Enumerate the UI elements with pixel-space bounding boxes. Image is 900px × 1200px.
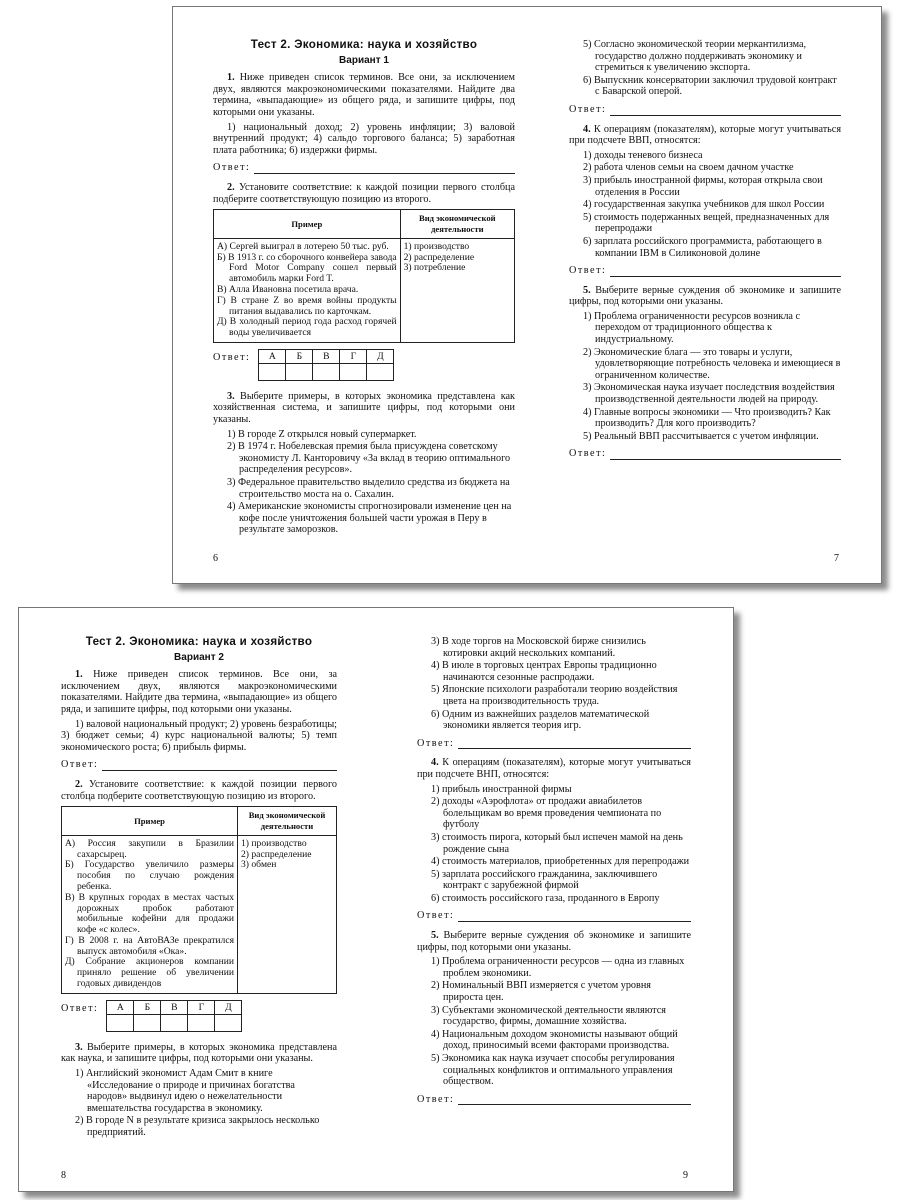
answer-blank[interactable]: [458, 912, 691, 922]
list-item: 3) Федеральное правительство выделило средства из бюджета на строительство моста на о. Сахалин.: [227, 477, 510, 500]
list-item: 4) государственная закупка учебников для школ России: [583, 199, 825, 211]
question-3-list-continued: [417, 636, 691, 732]
grid-answer-cell[interactable]: [313, 363, 340, 380]
question-number: 5.: [431, 930, 439, 942]
answer-line: [417, 1094, 691, 1106]
example-item: А) Россия закупили в Бразилии сахарсырец.: [65, 837, 234, 860]
question-4-list: [569, 150, 841, 259]
page-number-right: 7: [834, 553, 839, 564]
question-5-list: [417, 956, 691, 1088]
question-2: [61, 779, 337, 802]
list-item: 3) прибыль иностранной фирмы, которая открыла свои отделения в России: [583, 174, 823, 198]
page-6-column: [213, 39, 515, 540]
list-item: 6) стоимость российского газа, проданного в Европу: [431, 892, 660, 904]
answer-label: Ответ:: [569, 265, 607, 277]
grid-answer-cell[interactable]: [188, 1014, 215, 1031]
question-1: [213, 72, 515, 118]
variant-heading: Вариант 1: [339, 54, 389, 66]
question-4: [417, 757, 691, 780]
grid-letter: А: [107, 1000, 134, 1014]
list-item: 5) зарплата российского гражданина, заключившего контракт с зарубежной фирмой: [431, 868, 658, 892]
example-item: В) Алла Ивановна посетила врача.: [217, 283, 359, 295]
list-item: 1) Английский экономист Адам Смит в книге «Исследование о природе и причинах богатства народов» выдвинул идею о нежелательности вмешательства государства в экономику.: [75, 1068, 295, 1114]
page-8-column: [61, 636, 337, 1143]
question-2: [213, 182, 515, 205]
book-spread-variant-1: [172, 6, 882, 584]
list-item: 2) В городе N в результате кризиса закрылось несколько предприятий.: [75, 1115, 320, 1139]
question-number: 5.: [583, 284, 591, 296]
activity-type-item: 3) потребление: [403, 262, 466, 274]
answer-blank[interactable]: [458, 1095, 691, 1105]
list-item: 2) В 1974 г. Нобелевская премия была присуждена советскому экономисту Л. Канторовичу «За вклад в теорию оптимального распределения ресурсов».: [227, 441, 511, 476]
book-spread-variant-2: [18, 607, 734, 1192]
answer-blank[interactable]: [610, 106, 841, 116]
question-5: [417, 930, 691, 953]
question-text: К операциям (показателям), которые могут учитываться при подсчете ВВП, относятся:: [569, 123, 842, 147]
activity-type-item: 1) производство: [241, 837, 307, 849]
answer-label: Ответ:: [569, 103, 607, 115]
answer-grid: [61, 1000, 337, 1032]
list-item: 6) зарплата российского программиста, работающего в компании IBM в Силиконовой долине: [583, 235, 822, 259]
activity-type-item: 1) производство: [403, 240, 470, 252]
variant-heading: Вариант 2: [174, 651, 224, 663]
question-4-list: [417, 784, 691, 905]
example-item: Б) В 1913 г. со сборочного конвейера завода Ford Motor Company сошел первый автомобиль марки Ford T.: [217, 251, 397, 285]
test-title: Тест 2. Экономика: наука и хозяйство: [85, 635, 313, 648]
answer-label: Ответ:: [569, 448, 607, 460]
list-item: 4) Национальным доходом экономисты называют общий доход, приносимый всеми факторами производства.: [431, 1028, 678, 1052]
question-text: Выберите примеры, в которых экономика представлена как хозяйственная система, и запишите цифры, под которыми они указаны.: [213, 390, 515, 426]
list-item: 5) Согласно экономической теории меркантилизма, государство должно поддерживать экономику и стремиться к увеличению экспорта.: [583, 39, 807, 74]
matching-table: [61, 806, 337, 994]
grid-answer-cell[interactable]: [134, 1014, 161, 1031]
question-number: 2.: [227, 181, 235, 193]
grid-answer-cell[interactable]: [107, 1014, 134, 1031]
question-number: 1.: [227, 72, 235, 84]
answer-grid: [213, 349, 515, 381]
question-number: 3.: [227, 390, 235, 402]
example-item: Г) В 2008 г. на АвтоВАЗе прекратился выпуск автомобиля «Ока».: [65, 934, 234, 957]
example-item: Д) Собрание акционеров компании приняло решение об увеличении годовых дивидендов: [65, 956, 234, 990]
list-item: 2) работа членов семьи на своем дачном участке: [583, 162, 794, 174]
page-number-left: 8: [61, 1170, 66, 1181]
question-text: Установите соответствие: к каждой позиции первого столбца подберите соответствующую позицию из второго.: [213, 181, 515, 205]
example-item: Б) Государство увеличило размеры пособия по случаю рождения ребенка.: [65, 859, 234, 892]
examples-cell: [214, 238, 401, 342]
grid-answer-cell[interactable]: [340, 363, 367, 380]
test-title: Тест 2. Экономика: наука и хозяйство: [250, 38, 478, 51]
list-item: 3) Экономическая наука изучает последствия воздействия производственной деятельности людей на природу.: [583, 382, 835, 406]
answer-line: [569, 448, 841, 460]
activity-type-item: 3) обмен: [241, 859, 277, 871]
answer-label: Ответ:: [417, 737, 455, 749]
question-number: 4.: [431, 757, 439, 769]
question-text: Выберите примеры, в которых экономика представлена как наука, и запишите цифры, под которыми они указаны.: [61, 1041, 338, 1065]
column-header-activity-type: Вид экономической деятельности: [400, 210, 514, 239]
list-item: 4) Американские экономисты спрогнозировали изменение цен на кофе после уничтожения большей части урожая в Перу в результате заморозков.: [227, 501, 512, 536]
page-number-right: 9: [683, 1170, 688, 1181]
question-number: 1.: [75, 669, 83, 681]
answer-line: [569, 104, 841, 116]
list-item: 1) доходы теневого бизнеса: [583, 149, 703, 161]
answer-label: Ответ:: [213, 351, 251, 363]
grid-letter: В: [313, 349, 340, 363]
question-3: [213, 391, 515, 426]
question-1-options: 1) валовой национальный продукт; 2) уровень безработицы; 3) бюджет семьи; 4) курс национальной валюты; 5) темп экономического роста; 6) прибыль фирмы.: [61, 718, 337, 753]
list-item: 5) Японские психологи разработали теорию воздействия цвета на производительность труда.: [431, 684, 678, 707]
answer-label: Ответ:: [213, 162, 251, 174]
question-5-list: [569, 311, 841, 443]
question-3-list-continued: [569, 39, 841, 98]
list-item: 3) В ходе торгов на Московской бирже снизились котировки акций нескольких компаний.: [431, 636, 646, 659]
question-number: 2.: [75, 778, 83, 790]
grid-answer-cell[interactable]: [259, 363, 286, 380]
examples-cell: [62, 835, 238, 993]
list-item: 2) доходы «Аэрофлота» от продажи авиабилетов болельщикам во время проведения чемпионата по футболу: [431, 796, 662, 831]
column-header-example: Пример: [214, 210, 401, 239]
grid-answer-cell[interactable]: [286, 363, 313, 380]
list-item: 6) Одним из важнейших разделов математической экономики является теория игр.: [431, 708, 650, 732]
list-item: 1) прибыль иностранной фирмы: [431, 783, 572, 795]
question-number: 4.: [583, 123, 591, 135]
answer-blank[interactable]: [458, 739, 691, 749]
list-item: 1) Проблема ограниченности ресурсов — одна из главных проблем экономики.: [431, 956, 685, 979]
answer-label: Ответ:: [61, 1002, 99, 1014]
answer-line: [213, 162, 515, 174]
question-text: Выберите верные суждения об экономике и запишите цифры, под которыми они указаны.: [569, 284, 842, 308]
activity-type-item: 2) распределение: [403, 251, 475, 263]
question-text: К операциям (показателям), которые могут учитываться при подсчете ВНП, относятся:: [417, 757, 691, 780]
grid-letter: Б: [134, 1000, 161, 1014]
example-item: Д) В холодный период года расход горячей воды увеличивается: [217, 316, 397, 339]
answer-line: [417, 738, 691, 750]
list-item: 3) стоимость пирога, который был испечен мамой на день рождение сына: [431, 831, 683, 855]
example-item: Г) В стране Z во время войны продукты питания выдавались по карточкам.: [217, 294, 397, 317]
activity-type-item: 2) распределение: [241, 848, 312, 860]
question-text: Ниже приведен список терминов. Все они, за исключением двух, являются макроэкономическими показателями. Найдите два термина, «выпадающие» из общего ряда, и запишите цифры, под которыми они указаны.: [61, 669, 337, 715]
answer-blank[interactable]: [102, 761, 337, 771]
column-header-example: Пример: [62, 807, 238, 836]
question-text: Установите соответствие: к каждой позиции первого столбца подберите соответствующую позицию из второго.: [61, 778, 338, 802]
grid-letter: В: [161, 1000, 188, 1014]
grid-letter: Г: [188, 1000, 215, 1014]
list-item: 1) Проблема ограниченности ресурсов возникла с переходом от традиционного общества к индустриальному.: [583, 310, 801, 346]
grid-letter: Д: [215, 1000, 242, 1014]
example-item: А) Сергей выиграл в лотерею 50 тыс. руб.: [217, 240, 389, 252]
list-item: 6) Выпускник консерватории заключил трудовой контракт с Баварской оперой.: [583, 74, 837, 98]
list-item: 4) стоимость материалов, приобретенных для перепродажи: [431, 856, 690, 868]
list-item: 1) В городе Z открылся новый супермаркет.: [227, 428, 417, 440]
answer-line: [417, 910, 691, 922]
answer-grid-table: [258, 349, 394, 381]
activity-types-cell: [400, 238, 514, 342]
list-item: 5) стоимость подержанных вещей, предназначенных для перепродажи: [583, 211, 830, 235]
answer-line: [61, 759, 337, 771]
grid-answer-cell[interactable]: [367, 363, 394, 380]
list-item: 4) В июле в торговых центрах Европы традиционно начинаются сезонные распродажи.: [431, 660, 657, 683]
question-3-list: [213, 429, 515, 536]
answer-blank[interactable]: [610, 267, 841, 277]
list-item: 2) Номинальный ВВП измеряется с учетом уровня прироста цен.: [431, 980, 651, 1004]
answer-blank[interactable]: [254, 164, 515, 174]
grid-letter: А: [259, 349, 286, 363]
question-5: [569, 285, 841, 308]
list-item: 3) Субъектами экономической деятельности являются государство, фирмы, домашние хозяйства.: [431, 1004, 666, 1028]
answer-grid-table: [106, 1000, 242, 1032]
answer-label: Ответ:: [417, 910, 455, 922]
list-item: 5) Реальный ВВП рассчитывается с учетом инфляции.: [583, 430, 819, 442]
answer-label: Ответ:: [61, 759, 99, 771]
page-number-left: 6: [213, 553, 218, 564]
answer-label: Ответ:: [417, 1093, 455, 1105]
question-3: [61, 1042, 337, 1065]
list-item: 4) Главные вопросы экономики — Что производить? Как производить? Для кого производить?: [583, 406, 831, 430]
question-4: [569, 124, 841, 147]
grid-letter: Д: [367, 349, 394, 363]
question-number: 3.: [75, 1041, 83, 1053]
page-7-column: [569, 39, 841, 468]
grid-letter: Б: [286, 349, 313, 363]
grid-answer-cell[interactable]: [215, 1014, 242, 1031]
question-1: [61, 669, 337, 715]
column-header-activity-type: Вид экономической деятельности: [238, 807, 337, 836]
activity-types-cell: [238, 835, 337, 993]
example-item: В) В крупных городах в местах частых дорожных пробок работают мобильные кофейни для продажи кофе «с колес».: [65, 891, 234, 936]
answer-line: [569, 265, 841, 277]
question-1-options: 1) национальный доход; 2) уровень инфляции; 3) валовой внутренний продукт; 4) сальдо торгового баланса; 5) заработная плата работника; 6) издержки фирмы.: [213, 121, 515, 156]
page-9-column: [417, 636, 691, 1113]
grid-letter: Г: [340, 349, 367, 363]
matching-table: [213, 209, 515, 343]
question-3-list: [61, 1068, 337, 1139]
list-item: 2) Экономические блага — это товары и услуги, удовлетворяющие потребность человека и имеющиеся в ограниченном количестве.: [583, 346, 841, 381]
question-text: Ниже приведен список терминов. Все они, за исключением двух, являются макроэкономическими показателями. Найдите два термина, «выпадающие» из общего ряда, и запишите цифры, под которыми они указаны.: [213, 72, 515, 118]
list-item: 5) Экономика как наука изучает способы регулирования социальных конфликтов и оптимального управления обществом.: [431, 1053, 675, 1088]
grid-answer-cell[interactable]: [161, 1014, 188, 1031]
question-text: Выберите верные суждения об экономике и запишите цифры, под которыми они указаны.: [417, 930, 691, 953]
answer-blank[interactable]: [610, 450, 841, 460]
